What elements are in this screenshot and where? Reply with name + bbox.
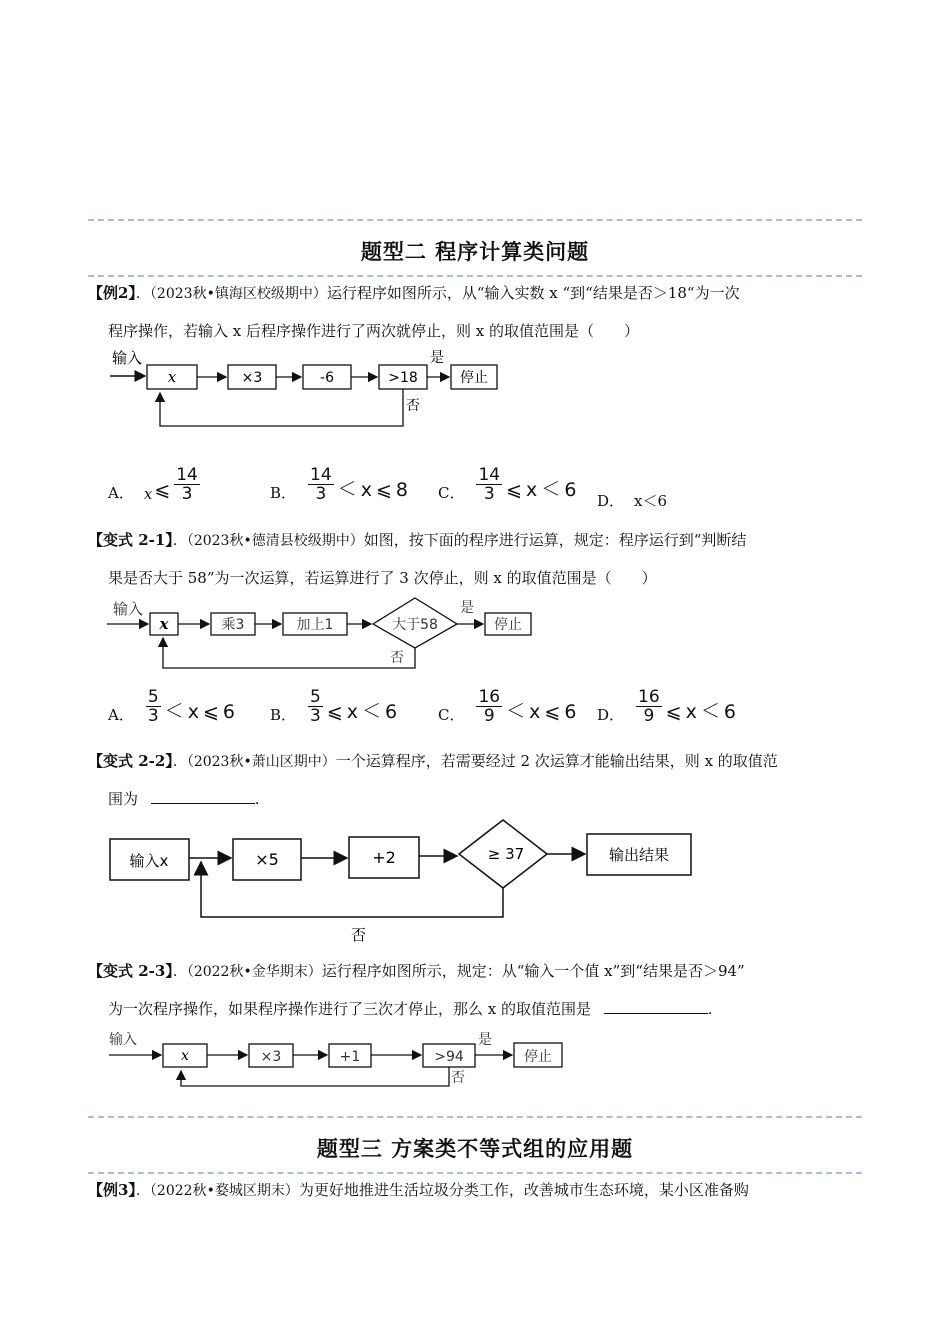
- variant21-line1: [88, 530, 746, 551]
- example3-text1: 为更好地推进生活垃圾分类工作，改善城市生态环境，某小区准备购: [298, 1181, 749, 1199]
- flow3-box-input-label: 输入x: [129, 852, 169, 870]
- flow1-no-label: 否: [406, 398, 420, 414]
- flow3-box-output-label: 输出结果: [608, 846, 670, 864]
- variant23-source: ．（2022秋•金华期末）: [172, 964, 322, 980]
- flow1-box-times3-label: ×3: [241, 370, 263, 386]
- variant21-option-b[interactable]: B． $\frac{5}{3}$ ⩽ x ＜ 6: [270, 687, 398, 726]
- variant22-line2: 围为 .: [108, 790, 260, 808]
- variant23-line2: 为一次程序操作，如果程序操作进行了三次才停止，那么 x 的取值范围是 .: [108, 1000, 713, 1018]
- flow3-diamond-label: ≥ 37: [487, 845, 525, 863]
- flow4-box-gt94-label: >94: [434, 1049, 464, 1065]
- variant21-option-c[interactable]: C． $\frac{16}{9}$ ＜ x ⩽ 6: [438, 687, 577, 726]
- flow2-box-times3-label: 乘3: [221, 617, 245, 633]
- flow1-input-label: 输入: [112, 349, 143, 367]
- variant23-tag: 【变式 2-3】: [88, 962, 173, 980]
- section-title-3: 题型三 方案类不等式组的应用题: [316, 1136, 634, 1161]
- example2-line1: [88, 283, 740, 304]
- variant21-text1: 如图，按下面的程序进行运算，规定：程序运行到“判断结: [363, 531, 747, 549]
- flow4-box-times3-label: ×3: [260, 1049, 282, 1065]
- flow3-no-label: 否: [351, 926, 367, 944]
- example2-flowchart: [100, 348, 510, 430]
- example3-line1: [88, 1180, 749, 1201]
- flow3-box-plus2-label: +2: [372, 848, 396, 867]
- example2-option-d[interactable]: D． x＜6: [597, 492, 668, 510]
- example2-line2: 程序操作，若输入 x 后程序操作进行了两次就停止，则 x 的取值范围是（ ）: [108, 322, 639, 340]
- section-divider-top: [88, 219, 862, 221]
- flow2-input-label: 输入: [113, 600, 144, 618]
- flow2-no-label: 否: [390, 650, 404, 666]
- flow1-box-minus6-label: -6: [320, 370, 334, 386]
- variant21-flowchart: [105, 596, 545, 674]
- flow2-box-stop-label: 停止: [494, 617, 522, 633]
- example2-tag: 【例2】: [88, 284, 136, 302]
- variant22-tag: 【变式 2-2】: [88, 752, 173, 770]
- flow2-box-x-label: x: [159, 615, 169, 633]
- section-divider-top-2: [88, 1116, 862, 1118]
- variant21-line2: 果是否大于 58”为一次运算，若运算进行了 3 次停止，则 x 的取值范围是（ ）: [108, 569, 657, 587]
- flow1-box-gt18-label: >18: [388, 370, 418, 386]
- variant23-flowchart: [105, 1026, 575, 1094]
- variant23-text1: 运行程序如图所示，规定：从“输入一个值 x”到“结果是否＞94”: [321, 962, 745, 980]
- flow4-yes-label: 是: [478, 1032, 492, 1048]
- variant21-tag: 【变式 2-1】: [88, 531, 173, 549]
- flow3-box-times5-label: ×5: [255, 850, 279, 869]
- flow2-box-plus1-label: 加上1: [296, 617, 334, 633]
- variant22-answer-blank[interactable]: [151, 789, 255, 804]
- flow2-diamond-label: 大于58: [392, 617, 438, 633]
- flow4-box-plus1-label: +1: [339, 1049, 361, 1065]
- example2-source: ．（2023秋•镇海区校级期中）: [135, 286, 327, 302]
- variant22-flowchart: [105, 818, 705, 946]
- variant21-option-d[interactable]: D． $\frac{16}{9}$ ⩽ x ＜ 6: [597, 687, 736, 726]
- flow4-input-label: 输入: [109, 1032, 137, 1048]
- flow4-box-stop-label: 停止: [524, 1049, 552, 1065]
- variant22-text1: 一个运算程序，若需要经过 2 次运算才能输出结果，则 x 的取值范: [335, 752, 778, 770]
- flow4-no-label: 否: [451, 1070, 465, 1086]
- example2-option-a[interactable]: A． x ⩽ $\frac{14}{3}$: [108, 465, 198, 504]
- flow1-box-stop-label: 停止: [460, 370, 488, 386]
- variant21-source: ．（2023秋•德清县校级期中）: [172, 533, 364, 549]
- section-divider-bottom: [88, 275, 862, 277]
- example2-option-c[interactable]: C． $\frac{14}{3}$ ⩽ x ＜ 6: [438, 465, 577, 504]
- example2-text1: 运行程序如图所示，从“输入实数 x “到“结果是否＞18“为一次: [326, 284, 740, 302]
- section-title-2: 题型二 程序计算类问题: [360, 239, 590, 264]
- variant23-answer-blank[interactable]: [604, 999, 708, 1014]
- variant22-line1: [88, 751, 778, 772]
- flow1-box-x-label: x: [167, 368, 177, 386]
- variant23-line1: [88, 961, 745, 982]
- section-divider-bottom-2: [88, 1172, 862, 1174]
- variant22-source: ．（2023秋•萧山区期中）: [172, 754, 336, 770]
- flow1-yes-label: 是: [430, 350, 444, 366]
- example2-option-b[interactable]: B． $\frac{14}{3}$ ＜ x ⩽ 8: [270, 465, 408, 504]
- flow2-yes-label: 是: [460, 600, 474, 616]
- flow4-box-x-label: x: [181, 1048, 189, 1064]
- example3-tag: 【例3】: [88, 1181, 136, 1199]
- example3-source: ．（2022秋•婺城区期末）: [135, 1183, 299, 1199]
- variant21-option-a[interactable]: A． $\frac{5}{3}$ ＜ x ⩽ 6: [108, 687, 235, 726]
